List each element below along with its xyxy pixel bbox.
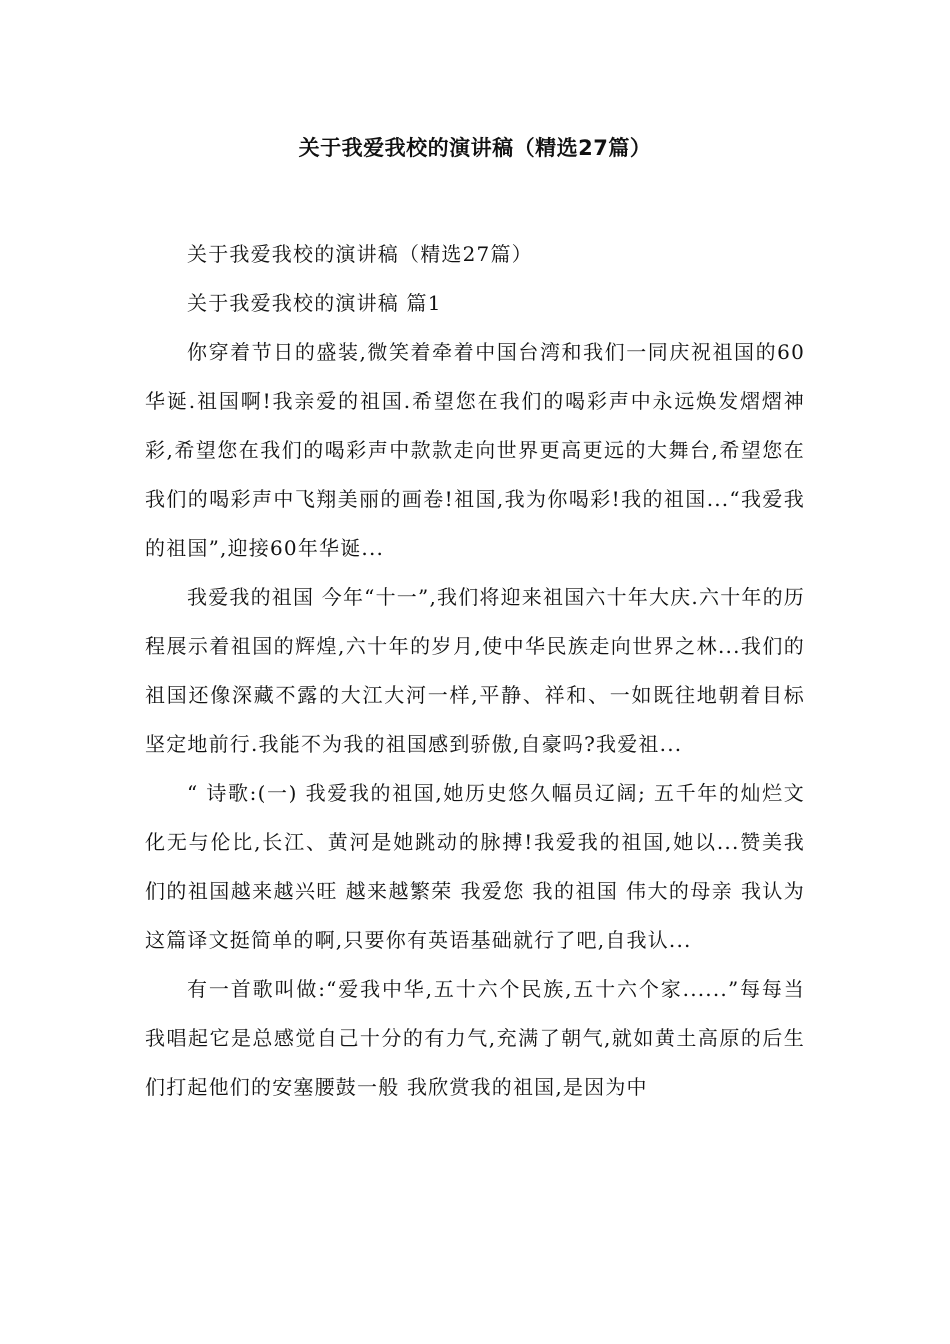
paragraph-body-1: 你穿着节日的盛装,微笑着牵着中国台湾和我们一同庆祝祖国的60华诞.祖国啊!我亲爱的祖国.希望您在我们的喝彩声中永远焕发熠熠神彩,希望您在我们的喝彩声中款款走向世界更高更远的大舞台,希望您在我们的喝彩声中飞翔美丽的画卷!祖国,我为你喝彩!我的祖国...“我爱我的祖国”,迎接60年华诞... bbox=[145, 340, 805, 560]
paragraph-section-heading: 关于我爱我校的演讲稿 篇1 bbox=[187, 291, 442, 315]
document-title: 关于我爱我校的演讲稿（精选27篇） bbox=[298, 136, 652, 160]
paragraph-subtitle: 关于我爱我校的演讲稿（精选27篇） bbox=[187, 242, 533, 266]
paragraph-body-2: 我爱我的祖国 今年“十一”,我们将迎来祖国六十年大庆.六十年的历程展示着祖国的辉煌,六十年的岁月,使中华民族走向世界之林...我们的祖国还像深藏不露的大江大河一样,平静、祥和、一如既往地朝着目标坚定地前行.我能不为我的祖国感到骄傲,自豪吗?我爱祖... bbox=[145, 585, 805, 756]
paragraph-body-4: 有一首歌叫做:“爱我中华,五十六个民族,五十六个家......”每每当我唱起它是总感觉自己十分的有力气,充满了朝气,就如黄土高原的后生们打起他们的安塞腰鼓一般 我欣赏我的祖国,是因为中 bbox=[145, 977, 805, 1099]
document-body bbox=[145, 230, 805, 1112]
paragraph-body-3: “ 诗歌:(一) 我爱我的祖国,她历史悠久幅员辽阔; 五千年的灿烂文化无与伦比,长江、黄河是她跳动的脉搏!我爱我的祖国,她以...赞美我们的祖国越来越兴旺 越来越繁荣 我爱您 我的祖国 伟大的母亲 我认为这篇译文挺简单的啊,只要你有英语基础就行了吧,自我认... bbox=[145, 781, 805, 952]
